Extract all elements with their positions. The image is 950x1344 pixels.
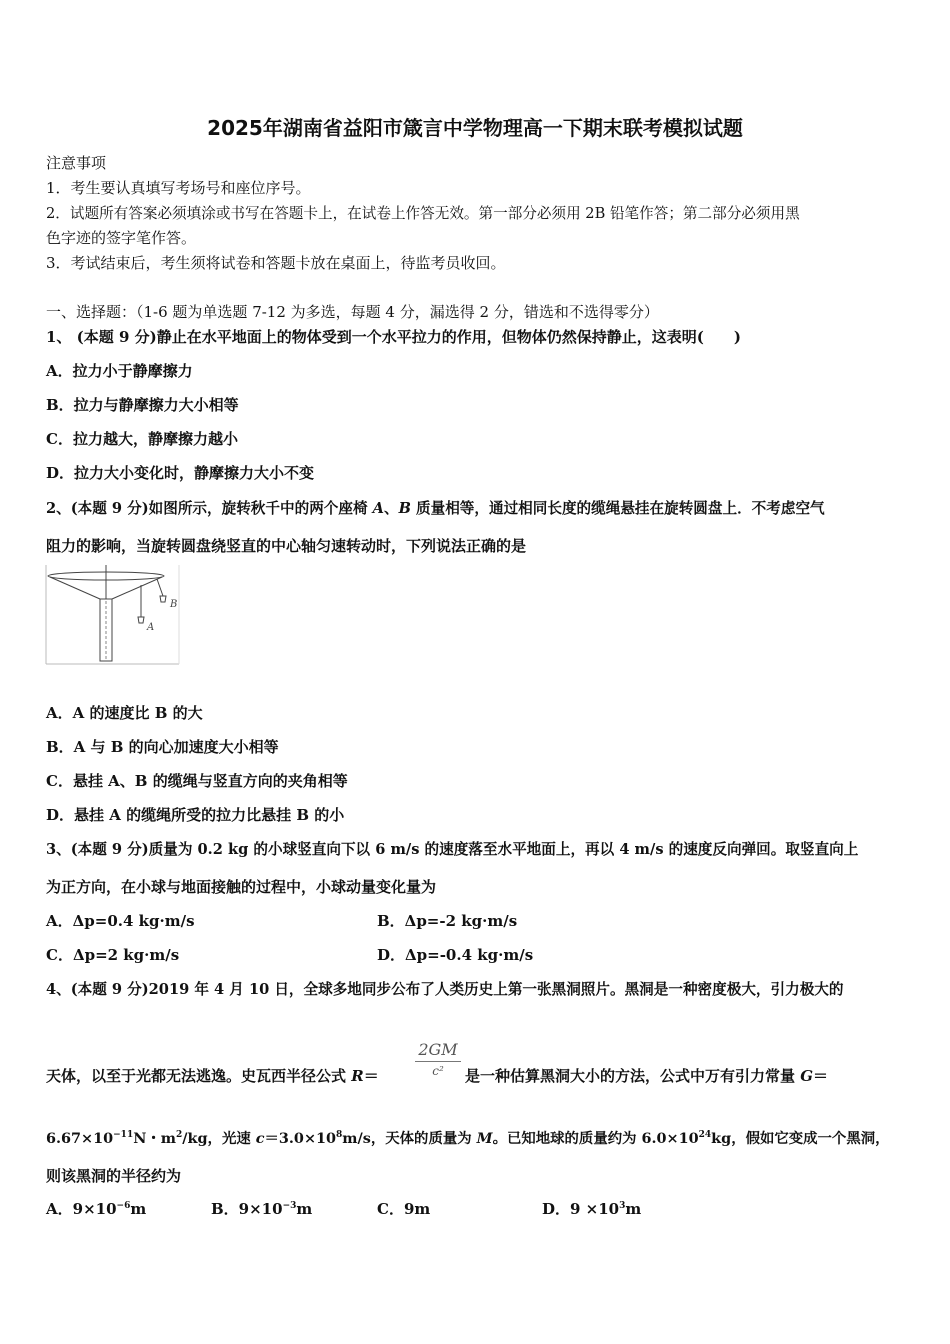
- q4-stem: 4、(本题 9 分)2019 年 4 月 10 日，全球多地同步公布了人类历史上第一张黑洞照片。黑洞是一种密度极大，引力极大的: [46, 981, 844, 998]
- q4-var-g: G: [800, 1067, 814, 1085]
- q4-var-r: R: [351, 1067, 364, 1085]
- q4-option-a: [46, 1198, 146, 1219]
- q4-var-c: c: [255, 1130, 265, 1147]
- q4-d-pre: D．9 ×10: [542, 1200, 620, 1218]
- fraction-denominator: c²: [432, 1064, 444, 1078]
- q4-g-unit: N・m: [133, 1130, 176, 1147]
- q1-option-b: B．拉力与静摩擦力大小相等: [46, 396, 239, 414]
- q4-d-exp: 3: [619, 1201, 626, 1211]
- cable-b: [157, 579, 163, 596]
- q1-stem: 1、 (本题 9 分)静止在水平地面上的物体受到一个水平拉力的作用，但物体仍然保持静止，这表明( ): [46, 328, 741, 346]
- notice-item-2-cont: 色字迹的签字笔作答。: [46, 229, 197, 247]
- q4-var-m: M: [476, 1130, 493, 1147]
- seat-b: [160, 596, 166, 602]
- q4-stem-line3: [46, 1127, 890, 1148]
- fraction-numerator: 2GM: [418, 1040, 458, 1059]
- page-title: 2025年湖南省益阳市箴言中学物理高一下期末联考模拟试题: [207, 116, 743, 140]
- q2-var-b: B: [398, 500, 411, 517]
- q4-d-unit: m: [625, 1200, 642, 1218]
- q4-eq: ＝: [363, 1067, 379, 1085]
- q3-option-d: D．Δp=-0.4 kg·m/s: [377, 946, 534, 964]
- q3-option-b: B．Δp=-2 kg·m/s: [377, 912, 518, 930]
- q4-a-unit: m: [130, 1200, 147, 1218]
- q1-option-c: C．拉力越大，静摩擦力越小: [46, 430, 238, 448]
- q4-g-mantissa: 6.67×10: [46, 1130, 114, 1147]
- schwarzschild-fraction: [415, 1040, 461, 1086]
- notice-item-3: 3．考试结束后，考生须将试卷和答题卡放在桌面上，待监考员收回。: [46, 254, 506, 272]
- q3-option-c: C．Δp=2 kg·m/s: [46, 946, 180, 964]
- q4-stem-line2a: [46, 1065, 379, 1086]
- q4-text: 天体，以至于光都无法逃逸。史瓦西半径公式: [46, 1067, 352, 1085]
- q2-stem-part1: 2、(本题 9 分)如图所示，旋转秋千中的两个座椅: [46, 500, 373, 517]
- q4-earth-mass: 。已知地球的质量约为 6.0×10: [492, 1130, 699, 1147]
- q4-a-pre: A．9×10: [46, 1200, 117, 1218]
- q2-stem-part2: 质量相等，通过相同长度的缆绳悬挂在旋转圆盘上．不考虑空气: [410, 500, 825, 517]
- q4-light-label: /kg，光速: [182, 1130, 256, 1147]
- q4-line3-end: kg，假如它变成一个黑洞，: [711, 1130, 890, 1147]
- q4-stem-line4: 则该黑洞的半径约为: [46, 1167, 182, 1185]
- q4-b-pre: B．9×10: [211, 1200, 283, 1218]
- figure-label-a: A: [147, 622, 155, 633]
- q4-stem-line2b: [465, 1065, 828, 1086]
- fraction-bar: [415, 1061, 461, 1062]
- q4-earth-exponent: 24: [698, 1130, 712, 1140]
- section-heading: 一、选择题：（1-6 题为单选题 7-12 为多选，每题 4 分，漏选得 2 分，错选和不选得零分）: [46, 303, 659, 321]
- q4-b-unit: m: [296, 1200, 313, 1218]
- q3-stem-line2: 为正方向，在小球与地面接触的过程中，小球动量变化量为: [46, 878, 437, 896]
- q2-stem: [46, 497, 825, 518]
- q2-option-c: C．悬挂 A、B 的缆绳与竖直方向的夹角相等: [46, 772, 348, 790]
- notice-item-2: 2．试题所有答案必须填涂或书写在答题卡上，在试卷上作答无效。第一部分必须用 2B 铅笔作答；第二部分必须用黑: [46, 205, 800, 222]
- q4-eq2: ＝: [813, 1067, 829, 1085]
- q4-mass-label: m/s，天体的质量为: [342, 1130, 477, 1147]
- q2-var-a: A: [372, 500, 384, 517]
- q2-option-d: D．悬挂 A 的缆绳所受的拉力比悬挂 B 的小: [46, 806, 345, 824]
- q4-option-b: [211, 1198, 312, 1219]
- q4-b-exp: −3: [282, 1201, 297, 1211]
- q4-c-exponent: 8: [336, 1130, 343, 1140]
- q4-option-d: [542, 1198, 641, 1219]
- q2-option-a: A．A 的速度比 B 的大: [46, 704, 203, 722]
- q4-unit-exponent: 2: [176, 1130, 183, 1140]
- seat-a: [138, 617, 144, 623]
- q2-stem-line2: 阻力的影响，当旋转圆盘绕竖直的中心轴匀速转动时，下列说法正确的是: [46, 537, 527, 555]
- q4-a-exp: −6: [116, 1201, 131, 1211]
- q3-stem: 3、(本题 9 分)质量为 0.2 kg 的小球竖直向下以 6 m/s 的速度落至水平地面上，再以 4 m/s 的速度反向弹回。取竖直向上: [46, 841, 859, 858]
- q3-option-a: A．Δp=0.4 kg·m/s: [46, 912, 195, 930]
- q2-option-b: B．A 与 B 的向心加速度大小相等: [46, 738, 279, 756]
- q4-option-c: C．9m: [377, 1200, 431, 1218]
- q1-option-d: D．拉力大小变化时，静摩擦力大小不变: [46, 464, 315, 482]
- rotating-swing-figure: [44, 563, 180, 665]
- q1-option-a: A．拉力小于静摩擦力: [46, 362, 193, 380]
- notice-item-1: 1．考生要认真填写考场号和座位序号。: [46, 179, 311, 197]
- notice-heading: 注意事项: [46, 154, 107, 172]
- q4-g-exponent: −11: [113, 1130, 134, 1140]
- q2-sep: 、: [383, 500, 399, 517]
- q4-c-mantissa: ＝3.0×10: [264, 1130, 337, 1147]
- q4-text-b: 是一种估算黑洞大小的方法，公式中万有引力常量: [465, 1067, 801, 1085]
- figure-label-b: B: [170, 599, 178, 610]
